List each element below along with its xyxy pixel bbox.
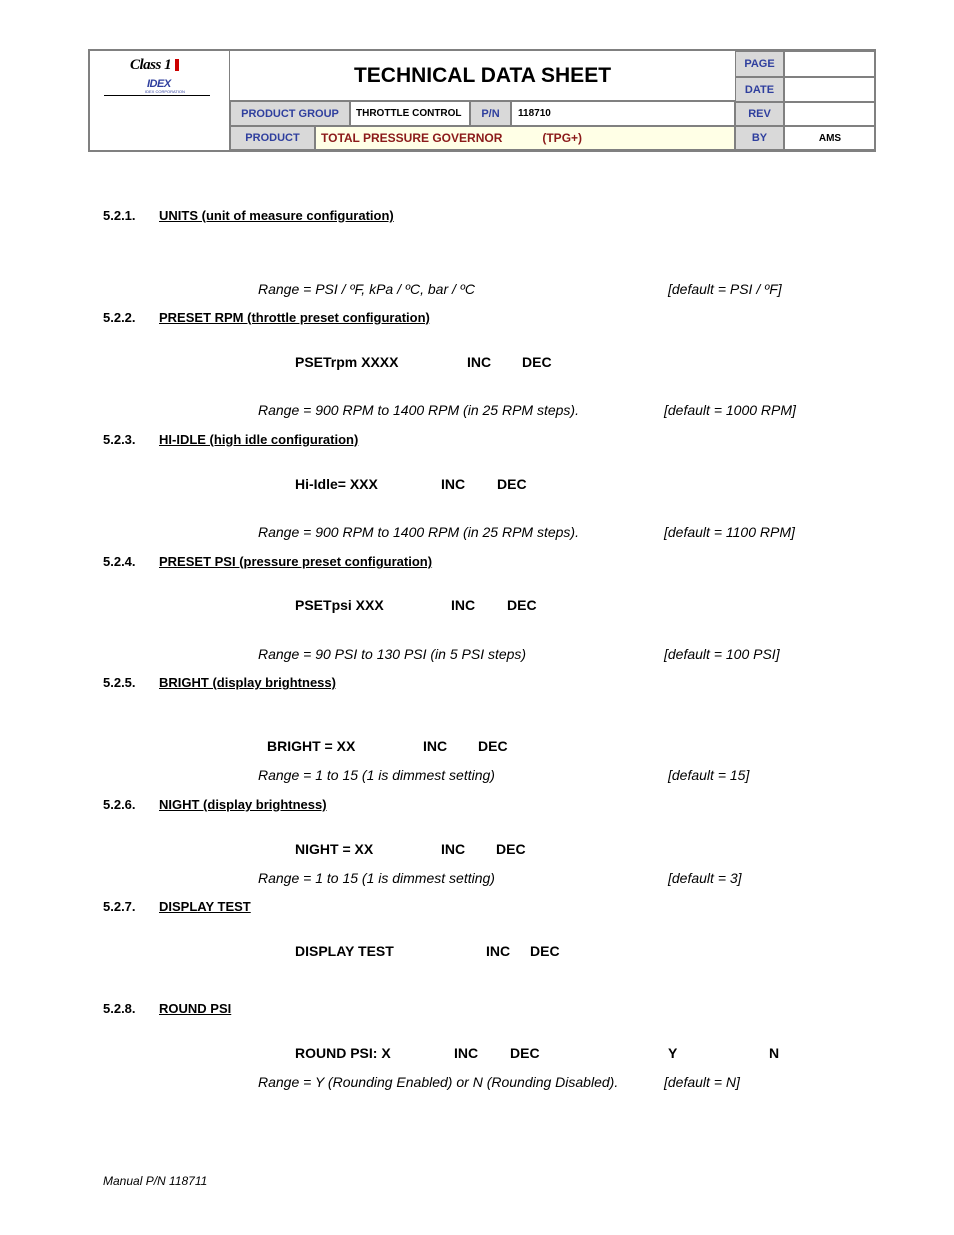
section-title-preset-rpm: PRESET RPM (throttle preset configuration) [159, 310, 430, 325]
section-number: 5.2.1. [103, 208, 136, 223]
class1-logo-text: Class 1 [130, 57, 172, 73]
display-code: Hi-Idle= XXX [295, 476, 378, 492]
default-text: [default = 1100 RPM] [664, 524, 795, 540]
inc-button-label: INC [451, 597, 476, 613]
section-title-round-psi: ROUND PSI [159, 1001, 232, 1016]
inc-button-label: INC [441, 841, 466, 857]
default-text: [default = 1000 RPM] [664, 402, 796, 418]
default-text: [default = 3] [668, 870, 742, 886]
range-text: Range = 1 to 15 (1 is dimmest setting) [258, 767, 495, 783]
date-value [784, 77, 876, 102]
section-number: 5.2.4. [103, 554, 136, 569]
range-text: Range = 900 RPM to 1400 RPM (in 25 RPM steps). [258, 402, 579, 418]
section-number: 5.2.7. [103, 899, 136, 914]
dec-button-label: DEC [497, 476, 527, 492]
range-text: Range = 90 PSI to 130 PSI (in 5 PSI steps) [258, 646, 527, 662]
pn-value: 118710 [511, 101, 735, 126]
display-code: ROUND PSI: X [295, 1045, 391, 1061]
product-value-cell [315, 126, 735, 150]
range-text: Range = PSI / ºF, kPa / ºC, bar / ºC [258, 281, 476, 297]
product-group-value: THROTTLE CONTROL [350, 101, 470, 126]
inc-button-label: INC [486, 943, 511, 959]
dec-button-label: DEC [530, 943, 560, 959]
display-code: NIGHT = XX [295, 841, 374, 857]
section-title-night: NIGHT (display brightness) [159, 797, 327, 812]
product-value: TOTAL PRESSURE GOVERNOR [321, 131, 503, 145]
default-text: [default = 100 PSI] [664, 646, 780, 662]
footer-manual-pn: Manual P/N 118711 [103, 1174, 208, 1188]
range-text: Range = 900 RPM to 1400 RPM (in 25 RPM steps). [258, 524, 579, 540]
class1-logo-mark-icon [175, 59, 179, 71]
section-number: 5.2.3. [103, 432, 136, 447]
yes-option-label: Y [668, 1045, 678, 1061]
section-title-preset-psi: PRESET PSI (pressure preset configuration) [159, 554, 433, 569]
by-value: AMS [784, 126, 876, 150]
inc-button-label: INC [467, 354, 492, 370]
product-label: PRODUCT [230, 126, 315, 150]
default-text: [default = PSI / ºF] [668, 281, 782, 297]
display-code: PSETpsi XXX [295, 597, 384, 613]
page-value [784, 51, 876, 77]
dec-button-label: DEC [507, 597, 537, 613]
pn-label: P/N [470, 101, 511, 126]
inc-button-label: INC [454, 1045, 479, 1061]
header-table [88, 49, 876, 152]
logo-divider [104, 95, 210, 96]
date-label: DATE [735, 77, 784, 102]
product-suffix: (TPG+) [542, 131, 583, 145]
logo [90, 51, 230, 150]
product-group-label: PRODUCT GROUP [230, 101, 350, 126]
display-code: DISPLAY TEST [295, 943, 394, 959]
display-code: BRIGHT = XX [267, 738, 356, 754]
idex-logo-subtext: IDEX CORPORATION [145, 89, 185, 94]
inc-button-label: INC [441, 476, 466, 492]
dec-button-label: DEC [522, 354, 552, 370]
section-number: 5.2.6. [103, 797, 136, 812]
default-text: [default = 15] [668, 767, 750, 783]
rev-label: REV [735, 102, 784, 126]
document-title: TECHNICAL DATA SHEET [230, 51, 735, 101]
by-label: BY [735, 126, 784, 150]
section-number: 5.2.8. [103, 1001, 136, 1016]
dec-button-label: DEC [496, 841, 526, 857]
section-title-units: UNITS (unit of measure configuration) [159, 208, 394, 223]
range-text: Range = Y (Rounding Enabled) or N (Rounding Disabled). [258, 1074, 619, 1090]
section-number: 5.2.2. [103, 310, 136, 325]
dec-button-label: DEC [478, 738, 508, 754]
no-option-label: N [769, 1045, 780, 1061]
display-code: PSETrpm XXXX [295, 354, 399, 370]
default-text: [default = N] [664, 1074, 740, 1090]
section-title-bright: BRIGHT (display brightness) [159, 675, 336, 690]
section-title-display-test: DISPLAY TEST [159, 899, 251, 914]
rev-value [784, 102, 876, 126]
section-number: 5.2.5. [103, 675, 136, 690]
inc-button-label: INC [423, 738, 448, 754]
dec-button-label: DEC [510, 1045, 540, 1061]
idex-logo-text: IDEX [147, 78, 171, 90]
range-text: Range = 1 to 15 (1 is dimmest setting) [258, 870, 495, 886]
page-label: PAGE [735, 51, 784, 77]
section-title-hi-idle: HI-IDLE (high idle configuration) [159, 432, 359, 447]
